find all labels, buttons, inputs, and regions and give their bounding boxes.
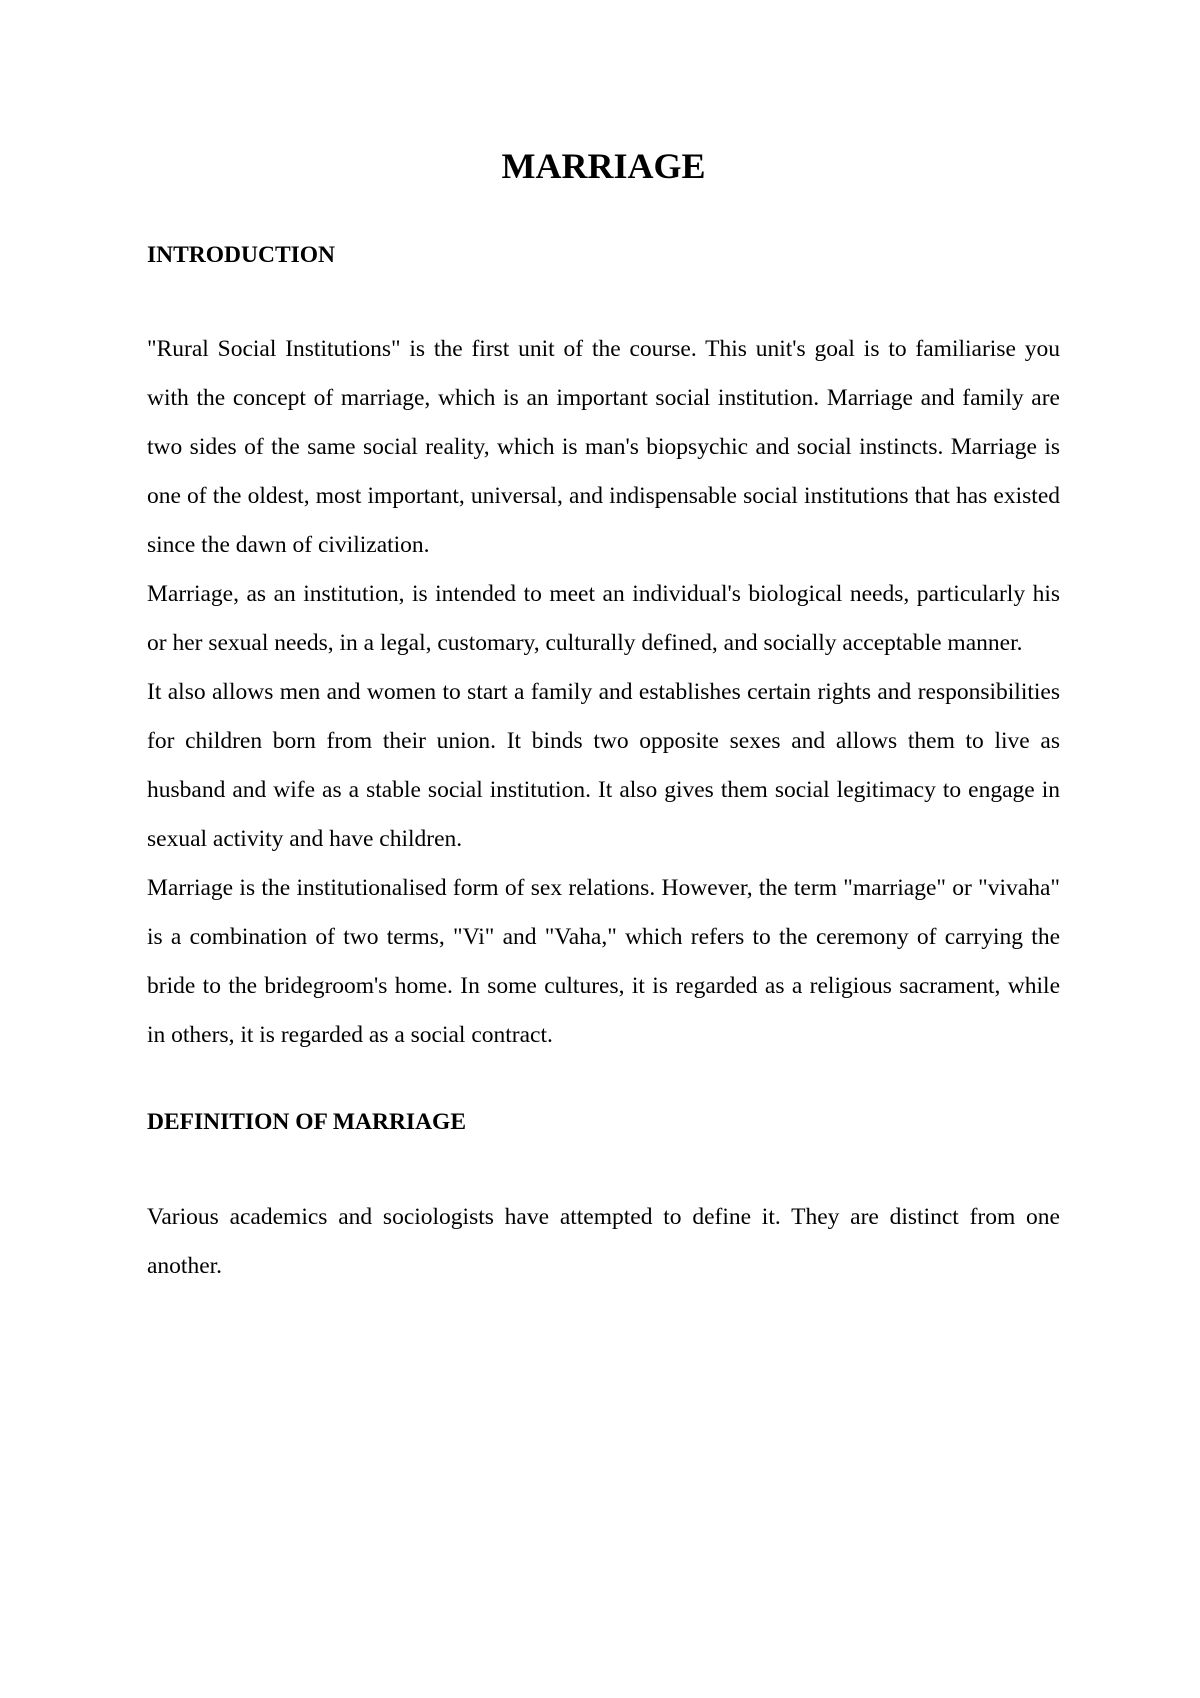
introduction-text <box>147 325 1060 1060</box>
paragraph: Various academics and sociologists have attempted to define it. They are distinct from one another. <box>147 1204 1060 1279</box>
definition-text <box>147 1193 1060 1291</box>
paragraph: It also allows men and women to start a family and establishes certain rights and responsibilities for children born from their union. It binds two opposite sexes and allows them to live as husband and wife as a stable social institution. It also gives them social legitimacy to engage in sexual activity and have children. <box>147 679 1060 852</box>
page-title: MARRIAGE <box>501 146 706 186</box>
paragraph: Marriage, as an institution, is intended to meet an individual's biological needs, particularly his or her sexual needs, in a legal, customary, culturally defined, and socially acceptable manner. <box>147 581 1060 656</box>
paragraph: "Rural Social Institutions" is the first unit of the course. This unit's goal is to familiarise you with the concept of marriage, which is an important social institution. Marriage and family are two sides of the same social reality, which is man's biopsychic and social instincts. Marriage is one of the oldest, most important, universal, and indispensable social institutions that has existed since the dawn of civilization. <box>147 336 1060 558</box>
section-heading-introduction: INTRODUCTION <box>147 242 336 268</box>
paragraph: Marriage is the institutionalised form of sex relations. However, the term "marriage" or "vivaha" is a combination of two terms, "Vi" and "Vaha," which refers to the ceremony of carrying the bride to the bridegroom's home. In some cultures, it is regarded as a religious sacrament, while in others, it is regarded as a social contract. <box>147 875 1060 1048</box>
section-heading-definition-of-marriage: DEFINITION OF MARRIAGE <box>147 1109 467 1135</box>
document-body <box>147 140 1060 1291</box>
